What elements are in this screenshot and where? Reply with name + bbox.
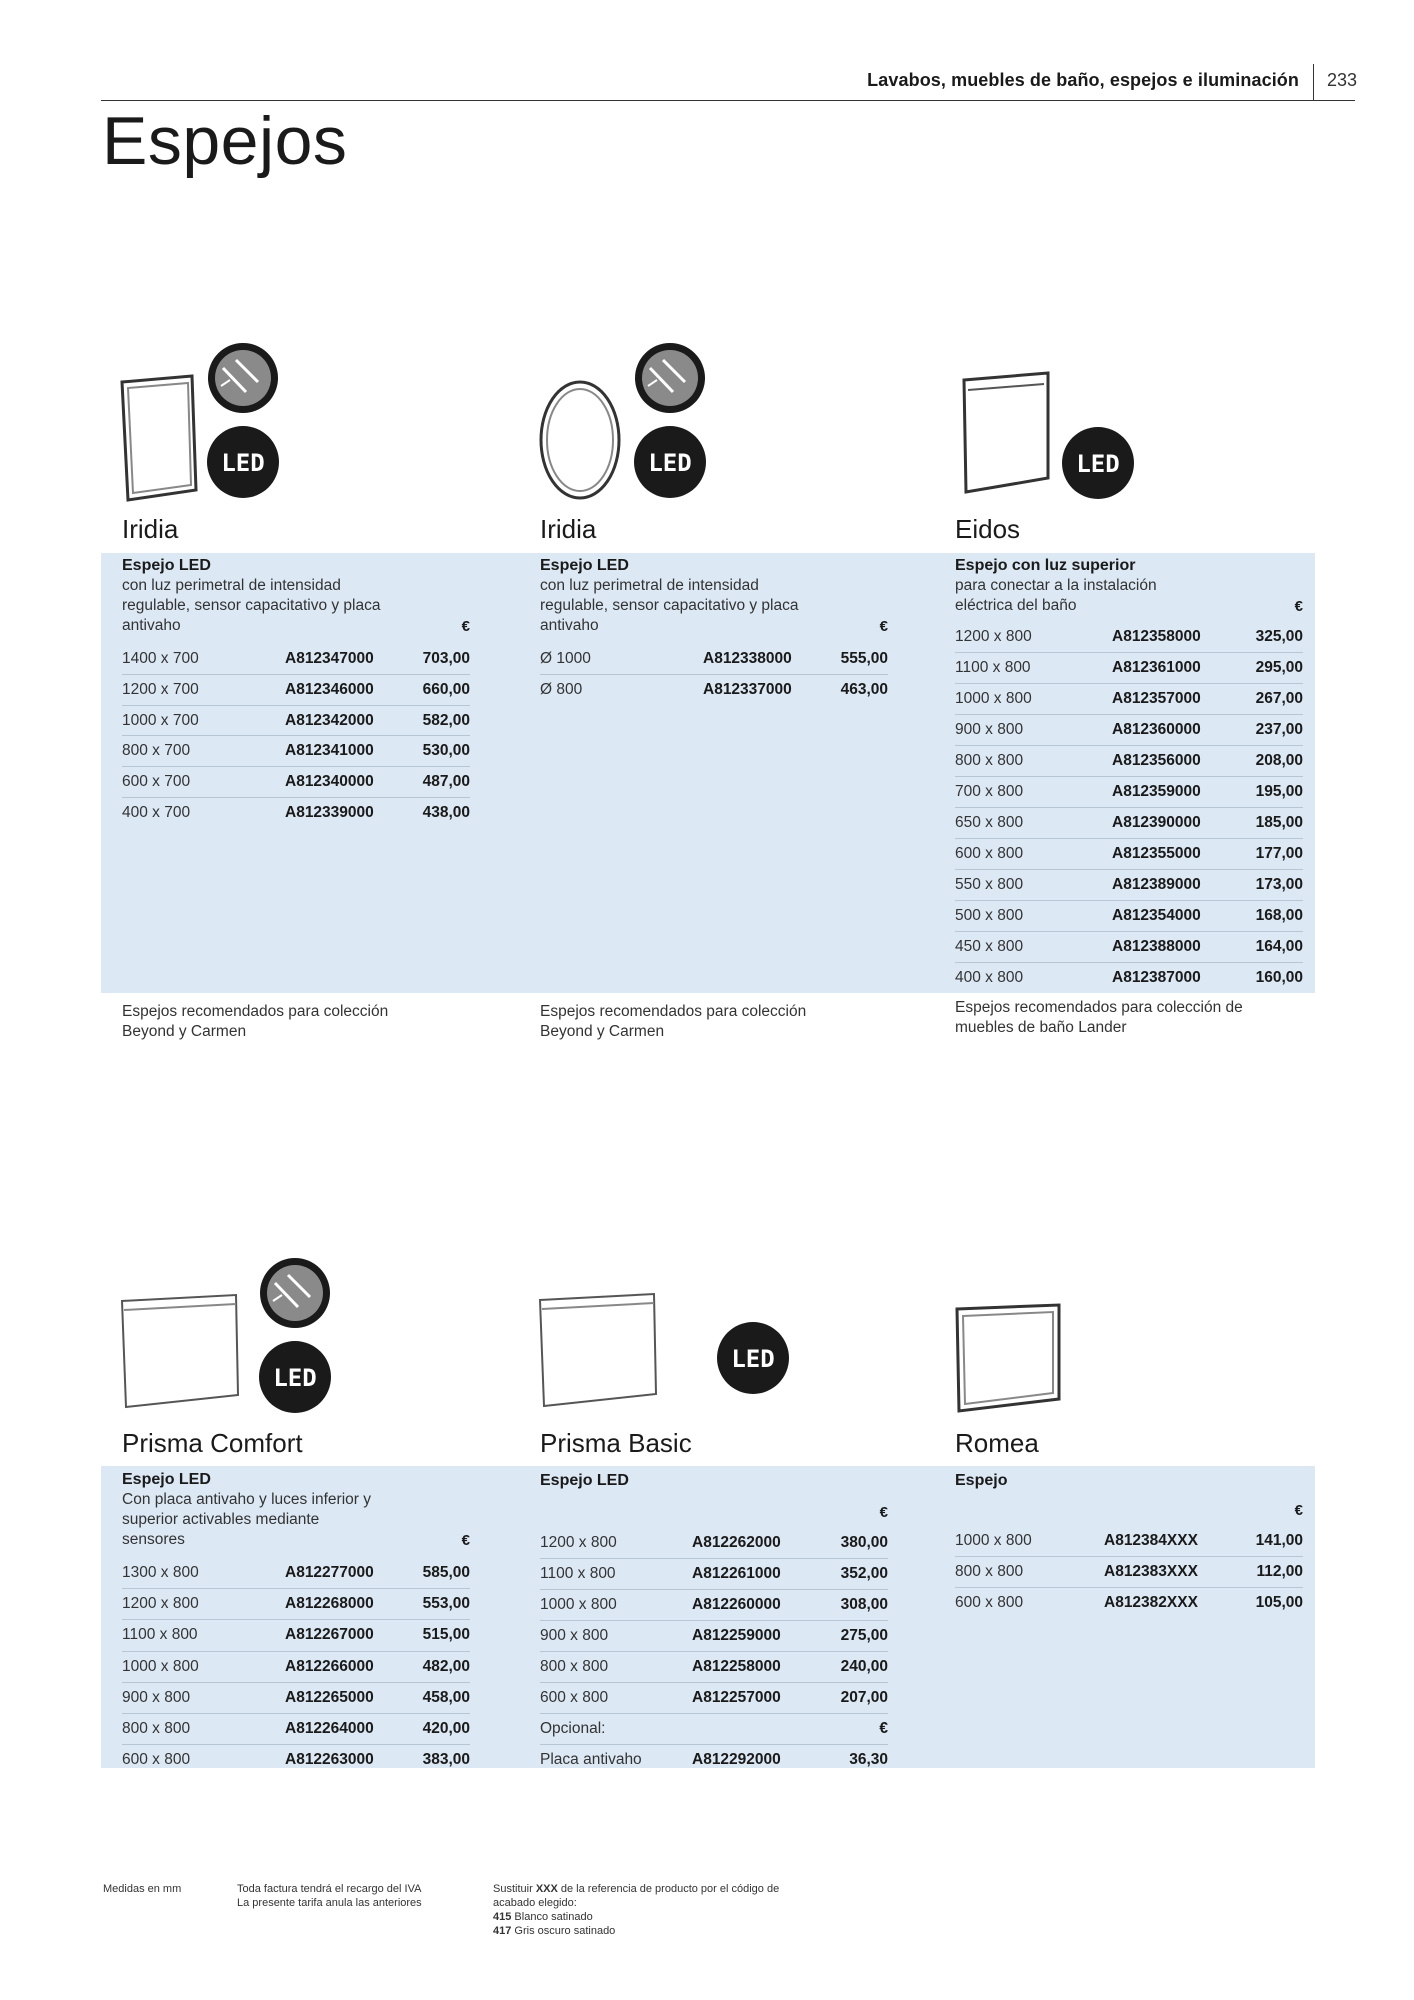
price-cell: 585,00 [422, 1564, 470, 1581]
led-icon [259, 1341, 331, 1413]
table-row [122, 1745, 470, 1775]
table-row [540, 1590, 888, 1621]
page-number: 233 [1327, 70, 1358, 90]
svg-text:LED: LED [273, 1364, 317, 1392]
reference-cell: A812339000 [285, 803, 374, 821]
reference-cell: A812356000 [1112, 752, 1201, 769]
table-row [955, 684, 1303, 715]
led-icon [207, 426, 279, 498]
reference-cell: A812262000 [692, 1534, 781, 1551]
reference-cell: A812264000 [285, 1719, 374, 1737]
header-divider [1313, 64, 1314, 100]
size-cell: Ø 800 [540, 680, 583, 698]
table-row [955, 901, 1303, 932]
price-cell: 463,00 [840, 680, 888, 698]
price-cell: 482,00 [422, 1657, 470, 1675]
price-table [122, 644, 470, 828]
anti-fog-icon [260, 1258, 330, 1328]
price-cell: 295,00 [1255, 659, 1303, 676]
table-row [955, 777, 1303, 808]
table-row [122, 706, 470, 737]
price-cell: 185,00 [1255, 814, 1303, 831]
table-row [122, 1652, 470, 1683]
price-cell: 380,00 [840, 1534, 888, 1551]
price-cell: 275,00 [840, 1627, 888, 1644]
footer-xxx-code: XXX [535, 1883, 558, 1895]
finish-code: 415 [493, 1911, 512, 1923]
price-table [122, 1558, 470, 1775]
size-cell: 1100 x 800 [540, 1565, 616, 1582]
reference-cell: A812359000 [1112, 783, 1201, 800]
footer-finish-codes [493, 1882, 813, 1938]
table-row [955, 870, 1303, 901]
price-cell: 173,00 [1255, 876, 1303, 893]
page-title: Espejos [102, 103, 348, 179]
anti-fog-icon [208, 343, 278, 413]
size-cell: 1400 x 700 [122, 650, 199, 667]
price-table [540, 1528, 888, 1775]
product-type: Espejo con luz superior [955, 557, 1136, 574]
table-row [122, 736, 470, 767]
price-cell: 160,00 [1255, 969, 1303, 986]
size-cell: 800 x 800 [540, 1658, 609, 1675]
anti-fog-icon [635, 343, 705, 413]
svg-text:LED: LED [648, 449, 692, 477]
led-icon [717, 1322, 789, 1394]
product-name: Iridia [122, 514, 179, 544]
footer-iva-line-2: La presente tarifa anula las anteriores [237, 1897, 422, 1909]
footer-finish-1 [493, 1910, 813, 1924]
size-cell: 1000 x 800 [955, 690, 1032, 707]
size-cell: 800 x 700 [122, 742, 191, 760]
reference-cell: A812260000 [692, 1596, 781, 1613]
reference-cell: A812340000 [285, 773, 374, 791]
size-cell: 600 x 800 [122, 1751, 191, 1769]
size-cell: 600 x 800 [955, 1594, 1024, 1611]
euro-header: € [879, 1504, 888, 1521]
product-type: Espejo [955, 1472, 1008, 1489]
table-row [955, 653, 1303, 684]
size-cell: 1000 x 800 [955, 1532, 1032, 1549]
size-cell: 1200 x 800 [955, 628, 1032, 645]
product-description: Con placa antivaho y luces inferior y superior activables mediante sensores [122, 1491, 371, 1548]
product-description: con luz perimetral de intensidad regulable, sensor capacitativo y placa antivaho [122, 577, 381, 634]
reference-cell: A812387000 [1112, 969, 1201, 986]
reference-cell: A812382XXX [1104, 1594, 1198, 1611]
size-cell: 800 x 800 [955, 752, 1024, 769]
size-cell: 900 x 800 [955, 721, 1024, 738]
reference-cell: A812361000 [1112, 659, 1201, 676]
header-rule [101, 100, 1355, 101]
reference-cell: A812337000 [703, 680, 792, 698]
price-cell: 515,00 [422, 1626, 470, 1644]
reference-cell: A812341000 [285, 742, 374, 760]
romea-illustration [953, 1303, 1068, 1415]
price-cell: 555,00 [840, 650, 888, 667]
finish-name: Blanco satinado [514, 1911, 593, 1923]
reference-cell: A812263000 [285, 1751, 374, 1769]
price-cell: 660,00 [422, 680, 470, 698]
euro-header: € [1294, 1502, 1303, 1519]
prisma-basic-illustration [536, 1290, 796, 1410]
price-cell: 195,00 [1255, 783, 1303, 800]
table-row [540, 1714, 888, 1745]
section-title: Lavabos, muebles de baño, espejos e iluminación [867, 70, 1299, 90]
table-row [122, 1589, 470, 1620]
price-cell: 141,00 [1255, 1532, 1303, 1549]
rect-mirror-icon [122, 376, 196, 500]
price-cell: 530,00 [422, 742, 470, 760]
product-type: Espejo LED [122, 557, 211, 574]
prisma-comfort-illustration [118, 1255, 338, 1415]
wide-mirror-icon [122, 1295, 238, 1407]
size-cell: 1200 x 700 [122, 680, 199, 698]
price-cell: 458,00 [422, 1688, 470, 1706]
price-table [955, 1526, 1303, 1618]
led-icon [1062, 427, 1134, 499]
size-cell: Ø 1000 [540, 650, 591, 667]
framed-mirror-icon [957, 1305, 1059, 1411]
price-cell: 553,00 [422, 1595, 470, 1613]
price-cell: 208,00 [1255, 752, 1303, 769]
reference-cell: A812358000 [1112, 628, 1201, 645]
size-cell: 700 x 800 [955, 783, 1024, 800]
table-row [122, 798, 470, 828]
reference-cell: A812266000 [285, 1657, 374, 1675]
size-cell: 1100 x 800 [122, 1626, 198, 1644]
footer-units: Medidas en mm [103, 1883, 182, 1895]
price-cell: 105,00 [1255, 1594, 1303, 1611]
size-cell: Placa antivaho [540, 1751, 642, 1768]
reference-cell: A812257000 [692, 1689, 781, 1706]
price-cell: 112,00 [1256, 1563, 1303, 1580]
reference-cell: A812357000 [1112, 690, 1201, 707]
footer-finish-2 [493, 1924, 813, 1938]
price-cell: 383,00 [422, 1751, 470, 1769]
price-cell: 582,00 [422, 711, 470, 729]
table-row [540, 1683, 888, 1714]
table-row [540, 1559, 888, 1590]
size-cell: 1000 x 700 [122, 711, 199, 729]
size-cell: 1000 x 800 [540, 1596, 617, 1613]
footer-xxx-post: de la referencia de producto por el código de acabado elegido: [493, 1883, 780, 1909]
reference-cell: A812390000 [1112, 814, 1201, 831]
product-name: Iridia [540, 514, 597, 544]
size-cell: 600 x 700 [122, 773, 191, 791]
recommendation-note: Espejos recomendados para colección Beyond y Carmen [122, 1003, 389, 1040]
product-type: Espejo LED [540, 557, 629, 574]
size-cell: 800 x 800 [122, 1719, 191, 1737]
table-row [955, 963, 1303, 993]
size-cell: 500 x 800 [955, 907, 1024, 924]
led-icon [634, 426, 706, 498]
svg-text:LED: LED [1076, 450, 1120, 478]
euro-header: € [461, 618, 470, 635]
table-row [540, 1528, 888, 1559]
table-row [955, 622, 1303, 653]
footer-iva [237, 1882, 422, 1910]
product-name: Prisma Comfort [122, 1428, 303, 1458]
table-row [540, 675, 888, 705]
table-row [122, 644, 470, 675]
size-cell: 450 x 800 [955, 938, 1024, 955]
recommendation-note: Espejos recomendados para colección Beyond y Carmen [540, 1003, 807, 1040]
table-row [540, 1652, 888, 1683]
table-row [122, 675, 470, 706]
reference-cell: A812388000 [1112, 938, 1201, 955]
recommendation-note: Espejos recomendados para colección de muebles de baño Lander [955, 999, 1243, 1036]
table-row [955, 808, 1303, 839]
price-cell: 267,00 [1255, 690, 1303, 707]
size-cell: 400 x 800 [955, 969, 1024, 986]
eidos-illustration [960, 370, 1140, 500]
wide-mirror-icon [540, 1294, 656, 1406]
price-cell: 207,00 [840, 1689, 888, 1706]
reference-cell: A812384XXX [1104, 1532, 1198, 1549]
product-description: para conectar a la instalación eléctrica del baño [955, 577, 1157, 614]
price-cell: 420,00 [422, 1719, 470, 1737]
size-cell: 600 x 800 [955, 845, 1024, 862]
reference-cell: A812346000 [285, 680, 374, 698]
product-type: Espejo LED [540, 1472, 629, 1489]
price-table [955, 622, 1303, 993]
reference-cell: A812360000 [1112, 721, 1201, 738]
table-row [122, 1620, 470, 1651]
table-row [955, 1588, 1303, 1618]
price-cell: 487,00 [422, 773, 470, 791]
table-row [122, 1714, 470, 1745]
finish-code: 417 [493, 1925, 512, 1937]
reference-cell: A812354000 [1112, 907, 1201, 924]
price-cell: € [879, 1720, 888, 1737]
reference-cell: A812355000 [1112, 845, 1201, 862]
price-table [540, 644, 888, 704]
top-light-mirror-icon [964, 373, 1048, 492]
reference-cell: A812292000 [692, 1751, 781, 1768]
table-row [540, 1621, 888, 1652]
product-description: con luz perimetral de intensidad regulable, sensor capacitativo y placa antivaho [540, 577, 799, 634]
table-row [540, 644, 888, 675]
reference-cell: A812342000 [285, 711, 374, 729]
price-cell: 240,00 [840, 1658, 888, 1675]
iridia-oval-illustration [536, 340, 711, 505]
table-row [122, 1683, 470, 1714]
table-row [122, 1558, 470, 1589]
price-cell: 308,00 [840, 1596, 888, 1613]
table-row [955, 746, 1303, 777]
footer-iva-line-1: Toda factura tendrá el recargo del IVA [237, 1883, 422, 1895]
product-name: Eidos [955, 514, 1021, 544]
svg-text:LED: LED [221, 449, 265, 477]
table-row [955, 839, 1303, 870]
product-type: Espejo LED [122, 1471, 211, 1488]
product-name: Prisma Basic [540, 1428, 692, 1458]
price-cell: 168,00 [1255, 907, 1303, 924]
price-cell: 36,30 [849, 1751, 888, 1768]
price-cell: 352,00 [840, 1565, 888, 1582]
reference-cell: A812389000 [1112, 876, 1201, 893]
size-cell: 600 x 800 [540, 1689, 609, 1706]
reference-cell: A812258000 [692, 1658, 781, 1675]
size-cell: 1200 x 800 [540, 1534, 617, 1551]
oval-mirror-icon [541, 382, 619, 498]
price-cell: 438,00 [422, 803, 470, 821]
iridia-rect-illustration [118, 340, 288, 505]
table-row [955, 1557, 1303, 1588]
size-cell: 1300 x 800 [122, 1564, 199, 1581]
footer-xxx-instruction [493, 1882, 813, 1910]
product-name: Romea [955, 1428, 1039, 1458]
price-cell: 164,00 [1255, 938, 1303, 955]
euro-header: € [879, 618, 888, 635]
size-cell: 650 x 800 [955, 814, 1024, 831]
size-cell: 900 x 800 [122, 1688, 191, 1706]
size-cell: 1100 x 800 [955, 659, 1031, 676]
finish-name: Gris oscuro satinado [514, 1925, 616, 1937]
euro-header: € [1294, 598, 1303, 615]
reference-cell: A812277000 [285, 1564, 374, 1581]
reference-cell: A812268000 [285, 1595, 374, 1613]
reference-cell: A812267000 [285, 1626, 374, 1644]
table-row [955, 1526, 1303, 1557]
reference-cell: A812347000 [285, 650, 374, 667]
footer-xxx-pre: Sustituir [493, 1883, 533, 1895]
price-cell: 703,00 [422, 650, 470, 667]
size-cell: 550 x 800 [955, 876, 1024, 893]
price-cell: 325,00 [1255, 628, 1303, 645]
size-cell: 1000 x 800 [122, 1657, 199, 1675]
reference-cell: A812383XXX [1104, 1563, 1198, 1580]
size-cell: 1200 x 800 [122, 1595, 199, 1613]
reference-cell: A812338000 [703, 650, 792, 667]
reference-cell: A812261000 [692, 1565, 781, 1582]
euro-header: € [461, 1532, 470, 1549]
size-cell: 900 x 800 [540, 1627, 609, 1644]
price-cell: 237,00 [1255, 721, 1303, 738]
size-cell: 400 x 700 [122, 803, 191, 821]
table-row [955, 715, 1303, 746]
size-cell: 800 x 800 [955, 1563, 1024, 1580]
price-cell: 177,00 [1255, 845, 1303, 862]
table-row [955, 932, 1303, 963]
table-row [540, 1745, 888, 1775]
reference-cell: A812265000 [285, 1688, 374, 1706]
reference-cell: A812259000 [692, 1627, 781, 1644]
table-row [122, 767, 470, 798]
svg-text:LED: LED [731, 1345, 775, 1373]
size-cell: Opcional: [540, 1720, 606, 1737]
